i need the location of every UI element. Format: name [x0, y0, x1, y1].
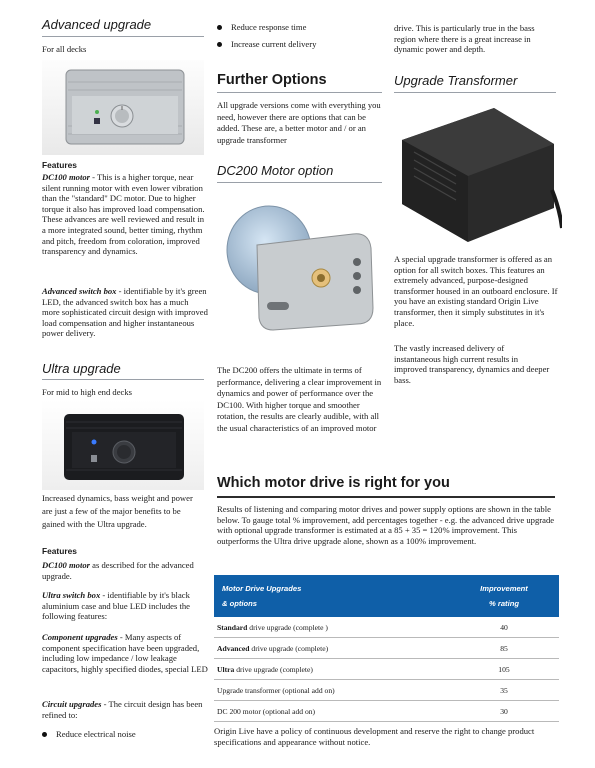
ultra-subtitle: For mid to high end decks	[42, 387, 132, 397]
table-header	[214, 575, 559, 617]
features-label: Features	[42, 546, 77, 556]
table-row	[214, 680, 559, 701]
adv-switch-text: - identifiable by it's green LED, the advanced switch box has a much more sophisticated circuit design with improved load compensation and higher instantaneous power delivery.	[42, 286, 208, 339]
component-upgrades-text: - Many aspects of component specification have been upgraded, including low impedance / low leakage capacitors, highly specified diodes, special LED	[42, 632, 208, 674]
header-rating-line1: Improvement	[480, 584, 528, 593]
ultra-switch-paragraph	[42, 590, 196, 622]
dc100-text: - This is a higher torque, near silent running motor with even lower vibration than the "standard" DC motor. Due to higher torque it also has improved load compensation. These advances are well reviewed and result in a more integrated sound, better timing, rhythm and pitch, freedom from coloration, improved transparency and dynamics.	[42, 172, 205, 257]
row-label-text: drive upgrade (complete )	[247, 622, 328, 632]
row-label-bold: Ultra	[217, 664, 235, 674]
advanced-upgrade-heading: Advanced upgrade	[42, 17, 152, 32]
advanced-subtitle: For all decks	[42, 44, 87, 54]
header-upgrades-line1: Motor Drive Upgrades	[222, 584, 302, 593]
bullet-current-delivery	[217, 39, 387, 50]
header-upgrades	[214, 575, 446, 617]
divider	[394, 92, 556, 93]
features-label: Features	[42, 160, 77, 170]
divider	[42, 36, 204, 37]
circuit-upgrades-term: Circuit upgrades	[42, 699, 102, 709]
further-options-heading: Further Options	[217, 72, 327, 88]
dc200-motor-photo	[217, 190, 383, 360]
bullet-text: Reduce response time	[231, 22, 307, 32]
row-label-text: drive upgrade (complete)	[249, 643, 329, 653]
further-options-text: All upgrade versions come with everything you need, however there are options that can be added. These are, a better motor and / or an upgrade transformer	[217, 100, 381, 145]
footer-note: Origin Live have a policy of continuous development and reserve the right to change product specifications and appearance without notice.	[214, 726, 535, 747]
component-upgrades-paragraph	[42, 632, 208, 674]
bullet-response-time	[217, 22, 387, 33]
circuit-upgrades-paragraph	[42, 699, 208, 720]
dc100-paragraph	[42, 172, 208, 257]
header-rating-line2: % rating	[489, 599, 519, 608]
advanced-switch-box-photo	[42, 60, 204, 155]
divider	[217, 496, 555, 498]
component-upgrades-term: Component upgrades	[42, 632, 118, 642]
row-label	[214, 659, 446, 680]
table-row	[214, 638, 559, 659]
dc200-heading: DC200 Motor option	[217, 163, 334, 178]
row-value: 40	[446, 617, 559, 638]
row-label	[214, 701, 446, 722]
upgrade-transformer-heading: Upgrade Transformer	[394, 73, 518, 88]
row-label-bold: Advanced	[217, 643, 250, 653]
row-label	[214, 680, 446, 701]
header-upgrades-line2: & options	[222, 599, 258, 608]
ultra-dc100-text: as described for the advanced upgrade.	[42, 560, 194, 581]
ultra-upgrade-heading: Ultra upgrade	[42, 361, 121, 376]
row-label-text: DC 200 motor (optional add on)	[217, 706, 316, 716]
divider	[217, 182, 382, 183]
bullet-dot	[217, 42, 222, 47]
transformer-text-1: A special upgrade transformer is offered as an option for all switch boxes. This features an extremely advanced, purpose-designed transformer housed in an outboard enclosure. If you have an existing standard Origin Live transformer, then it simply substitutes in it's place.	[394, 254, 558, 328]
motor-drive-table	[214, 575, 559, 722]
bullet-dot	[217, 25, 222, 30]
row-value: 35	[446, 680, 559, 701]
adv-switch-term: Advanced switch box	[42, 286, 117, 296]
bullet-reduce-noise	[42, 729, 136, 740]
table-row	[214, 701, 559, 722]
divider	[42, 379, 204, 380]
header-rating	[446, 575, 559, 617]
bullet-list	[217, 22, 387, 50]
which-motor-heading: Which motor drive is right for you	[217, 475, 450, 491]
ultra-switch-term: Ultra switch box	[42, 590, 101, 600]
bullet-text: Increase current delivery	[231, 39, 317, 49]
row-value: 85	[446, 638, 559, 659]
table-row	[214, 659, 559, 680]
circuit-upgrades-text: - The circuit design has been refined to:	[42, 699, 203, 720]
ultra-intro: Increased dynamics, bass weight and power are just a few of the major benefits to be gained with the Ultra upgrade.	[42, 493, 193, 529]
row-label-text: drive upgrade (complete)	[234, 664, 313, 674]
adv-switch-paragraph	[42, 286, 208, 339]
dc200-text: The DC200 offers the ultimate in terms of performance, delivering a clear improvement in dynamics and power of performance over the DC100. With higher torque and smoother rotation, the results are clearly audible, with all the usual characteristics of an improved motor	[217, 365, 382, 433]
ultra-switch-box-photo	[42, 400, 204, 490]
bullet-text: Reduce electrical noise	[56, 729, 136, 739]
ultra-dc100-paragraph	[42, 560, 208, 581]
dc100-term: DC100 motor	[42, 172, 90, 182]
row-label	[214, 617, 446, 638]
table-row	[214, 617, 559, 638]
bullet-dot	[42, 732, 47, 737]
row-label-text: Upgrade transformer (optional add on)	[217, 685, 335, 695]
transformer-photo	[394, 100, 562, 250]
row-label-bold: Standard	[217, 622, 248, 632]
row-value: 105	[446, 659, 559, 680]
which-motor-intro: Results of listening and comparing motor drives and power supply options are shown in the table below. To gauge total % improvement, add percentages together - e.g. the advanced drive upgrade with optional upgrade transformer is estimated at a 85 + 35 = 120% improvement. This outperforms the Ultra drive upgrade alone, shown as a 100% improvement.	[217, 504, 555, 547]
divider	[217, 92, 382, 93]
row-value: 30	[446, 701, 559, 722]
ultra-switch-text: - identifiable by it's black aluminium case and blue LED includes the following features:	[42, 590, 190, 622]
row-label	[214, 638, 446, 659]
transformer-text-2: The vastly increased delivery of instantaneous high current results in improved transparency, dynamics and deeper bass.	[394, 343, 550, 385]
ultra-dc100-term: DC100 motor	[42, 560, 90, 570]
continued-text: drive. This is particularly true in the bass region where there is a great increase in dynamic power and depth.	[394, 23, 535, 55]
